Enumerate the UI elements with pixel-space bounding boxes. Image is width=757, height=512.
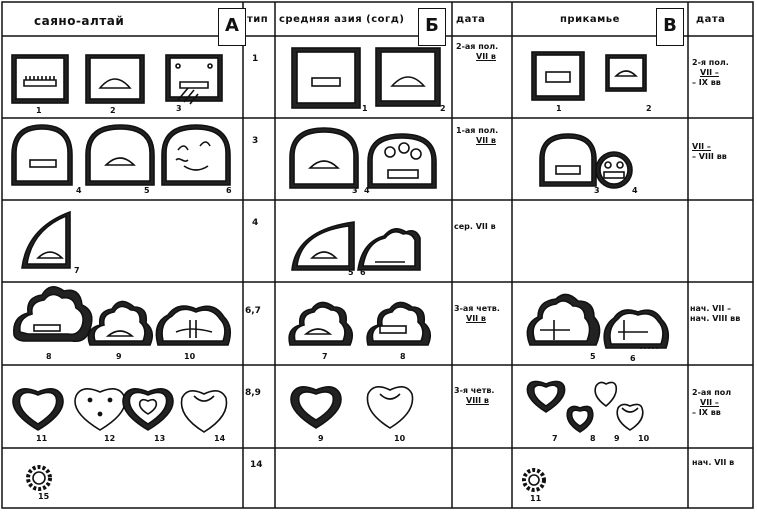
item-number-c9: 9 xyxy=(614,434,620,443)
item-number-b6: 6 xyxy=(360,268,366,277)
buckle-b3 xyxy=(290,128,358,188)
region-a-header: саяно-алтай xyxy=(34,14,125,28)
buckles-column-a xyxy=(12,55,230,489)
buckle-b7 xyxy=(289,302,352,345)
item-number-b10: 10 xyxy=(394,434,406,443)
buckle-c5 xyxy=(527,294,599,345)
item-number-b3: 3 xyxy=(352,186,358,195)
type-row-6: 14 xyxy=(250,460,263,470)
date-b-row-4: 3-ая четв. VII в xyxy=(454,304,500,323)
item-number-a11: 11 xyxy=(36,434,48,443)
buckle-a8 xyxy=(14,287,92,341)
buckle-a10 xyxy=(156,306,230,345)
item-number-a7: 7 xyxy=(74,266,80,275)
item-number-a10: 10 xyxy=(184,352,196,361)
buckle-b8 xyxy=(367,302,430,345)
buckle-a2 xyxy=(86,55,144,103)
date-b-row-1: 2-ая пол. VII в xyxy=(456,42,499,61)
region-c-letter: В xyxy=(656,8,684,46)
buckle-a14 xyxy=(181,391,226,432)
buckle-a7 xyxy=(22,212,70,268)
buckle-c11 xyxy=(524,470,544,490)
item-number-a8: 8 xyxy=(46,352,52,361)
item-number-a4: 4 xyxy=(76,186,82,195)
type-column-header: тип xyxy=(247,14,269,25)
region-b-letter: Б xyxy=(418,8,446,46)
item-number-c7: 7 xyxy=(552,434,558,443)
buckle-c3 xyxy=(540,134,596,186)
type-row-3: 4 xyxy=(252,218,259,228)
item-number-b1: 1 xyxy=(362,104,368,113)
item-number-b5: 5 xyxy=(348,268,354,277)
date-c-row-5: 2-ая пол VII – – IX вв xyxy=(692,388,732,417)
buckle-c1 xyxy=(532,52,584,100)
item-number-c6: 6 xyxy=(630,354,636,363)
date-b-row-5: 3-я четв. VIII в xyxy=(454,386,495,405)
region-c-header: прикамье xyxy=(560,14,620,25)
item-number-c4: 4 xyxy=(632,186,638,195)
item-number-a14: 14 xyxy=(214,434,226,443)
buckle-b5 xyxy=(292,222,354,270)
date-c-row-1: 2-я пол. VII – – IX вв xyxy=(692,58,729,87)
buckle-b6 xyxy=(358,229,420,270)
buckle-a4 xyxy=(12,125,72,185)
item-number-b7: 7 xyxy=(322,352,328,361)
item-number-a5: 5 xyxy=(144,186,150,195)
buckle-a13 xyxy=(123,389,173,430)
buckle-c9 xyxy=(595,382,616,406)
buckle-a5 xyxy=(86,125,154,185)
date-c-header: дата xyxy=(696,14,726,25)
buckle-b9 xyxy=(291,387,341,428)
buckle-a9 xyxy=(88,301,152,345)
item-number-b8: 8 xyxy=(400,352,406,361)
item-number-b4: 4 xyxy=(364,186,370,195)
buckle-b1 xyxy=(292,48,360,108)
region-a-letter: А xyxy=(218,8,246,46)
date-c-row-4: нач. VII – нач. VIII вв xyxy=(690,304,741,323)
buckle-b4 xyxy=(368,134,436,188)
item-number-a15: 15 xyxy=(38,492,50,501)
date-b-row-2: 1-ая пол. VII в xyxy=(456,126,499,145)
item-number-c3: 3 xyxy=(594,186,600,195)
buckle-a3 xyxy=(166,55,222,104)
buckle-c2 xyxy=(606,55,646,91)
type-row-5: 8,9 xyxy=(245,388,261,398)
item-number-c1: 1 xyxy=(556,104,562,113)
item-number-b9: 9 xyxy=(318,434,324,443)
buckle-c6 xyxy=(604,310,668,348)
item-number-c2: 2 xyxy=(646,104,652,113)
item-number-a13: 13 xyxy=(154,434,166,443)
item-number-c11: 11 xyxy=(530,494,542,503)
buckle-b2 xyxy=(376,48,440,106)
date-b-header: дата xyxy=(456,14,486,25)
item-number-a9: 9 xyxy=(116,352,122,361)
item-number-a2: 2 xyxy=(110,106,116,115)
buckle-a1 xyxy=(12,55,68,103)
buckle-c8 xyxy=(567,406,593,432)
item-number-c5: 5 xyxy=(590,352,596,361)
region-b-header: средняя азия (согд) xyxy=(279,14,405,25)
item-number-b2: 2 xyxy=(440,104,446,113)
item-number-c10: 10 xyxy=(638,434,650,443)
date-c-row-6: нач. VII в xyxy=(692,458,735,467)
buckle-a11 xyxy=(13,389,63,430)
buckle-a12 xyxy=(75,389,125,430)
date-b-row-3: сер. VII в xyxy=(454,222,496,231)
buckle-b10 xyxy=(367,387,412,428)
item-number-a3: 3 xyxy=(176,104,182,113)
item-number-c8: 8 xyxy=(590,434,596,443)
item-number-a12: 12 xyxy=(104,434,116,443)
date-c-row-2: VII – – VIII вв xyxy=(692,142,727,161)
type-row-4: 6,7 xyxy=(245,306,261,316)
buckle-c7 xyxy=(527,381,564,412)
buckle-c10 xyxy=(617,404,643,430)
type-row-1: 1 xyxy=(252,54,259,64)
buckle-a6 xyxy=(162,125,230,185)
item-number-a1: 1 xyxy=(36,106,42,115)
type-row-2: 3 xyxy=(252,136,259,146)
item-number-a6: 6 xyxy=(226,186,232,195)
buckle-c4 xyxy=(596,152,632,188)
buckle-a15 xyxy=(28,467,50,489)
